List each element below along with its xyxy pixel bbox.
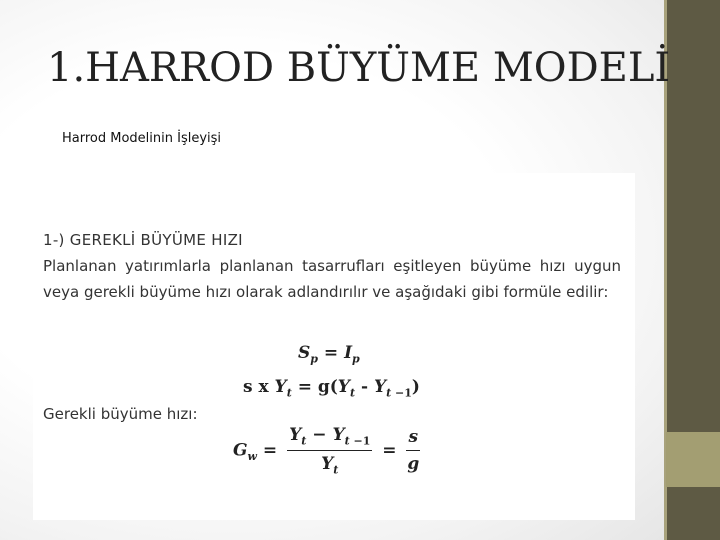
formula-savings-equals-investment: $S_p = I_p$	[298, 343, 360, 366]
sidebar-accent-block	[666, 432, 720, 487]
formula-warranted-growth-rate: $G_w$ = $\frac{Y_t - Y_{t -1}}{Y_t}$ = $\frac{s}{g}$	[233, 425, 420, 477]
section-paragraph: Planlanan yatırımlarla planlanan tasarrufları eşitleyen büyüme hızı uygun veya gerekli büyüme hızı olarak adlandırılır ve aşağıdaki gibi formüle edilir:	[43, 257, 621, 301]
slide-title: 1.HARROD BÜYÜME MODELİ	[47, 45, 671, 91]
fraction-output-change: $\frac{Y_t - Y_{t -1}}{Y_t}$	[289, 425, 371, 477]
section-heading: 1-) GEREKLİ BÜYÜME HIZI	[43, 231, 243, 249]
fraction-s-over-g: $\frac{s}{g}$	[407, 427, 420, 475]
required-growth-label: Gerekli büyüme hızı:	[43, 405, 198, 423]
formula-savings-growth-relation: s x $Y_t = g(Y_t - Y_{t -1})$	[243, 377, 420, 400]
slide-subtitle: Harrod Modelinin İşleyişi	[62, 131, 222, 146]
panel-text-block	[43, 231, 621, 305]
content-image-panel	[33, 173, 635, 520]
